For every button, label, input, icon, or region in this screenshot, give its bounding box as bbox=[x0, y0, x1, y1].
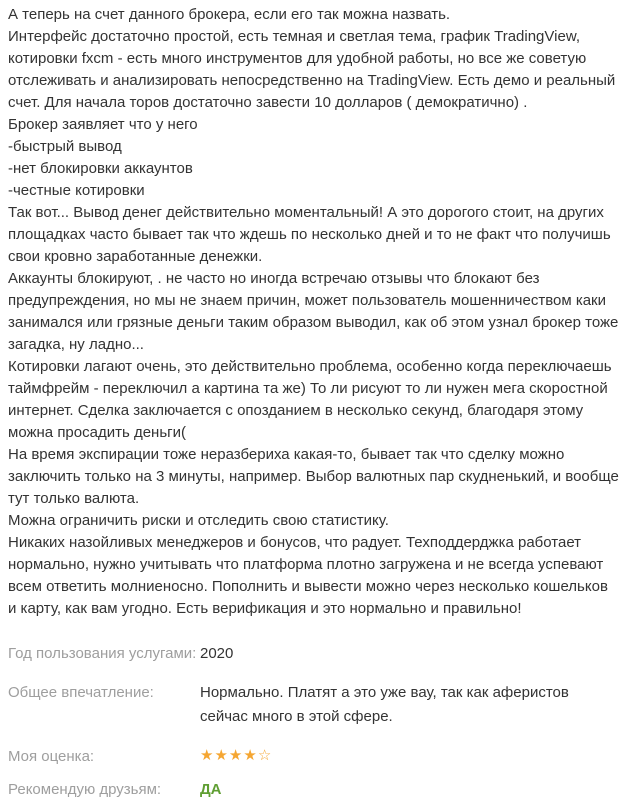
review-text-line: счет. Для начала торов достаточно завести 10 долларов ( демократично) . bbox=[8, 94, 528, 111]
review-text-line: -нет блокировки аккаунтов bbox=[8, 160, 193, 177]
star-rating bbox=[200, 744, 618, 768]
review-text-line: нормально, нужно учитывать что платформа плотно загружена и не всегда успевают bbox=[8, 556, 604, 573]
recommend-value: ДА bbox=[200, 781, 222, 798]
review-text-line: -честные котировки bbox=[8, 182, 145, 199]
review-text-line: всем ответить молниеносно. Пополнить и вывести можно через несколько кошельков bbox=[8, 578, 608, 595]
my-rating-label: Моя оценка: bbox=[8, 748, 95, 765]
review-text-line: Интерфейс достаточно простой, есть темная и светлая тема, график TradingView, bbox=[8, 28, 580, 45]
review-text-line: можна просадить деньги( bbox=[8, 424, 186, 441]
my-rating-row bbox=[8, 746, 618, 768]
review-text-line: Можна ограничить риски и отследить свою статистику. bbox=[8, 512, 389, 529]
review-text-line: -быстрый вывод bbox=[8, 138, 122, 155]
review-text-line: котировки fxcm - есть много инструментов для удобной работы, но все же советую bbox=[8, 50, 587, 67]
review-text-line: На время экспирации тоже неразбериха какая-то, бывает так что сделку можно bbox=[8, 446, 565, 463]
review-meta-section bbox=[0, 644, 626, 802]
review-text-line: свои кровно заработанные денежки. bbox=[8, 248, 263, 265]
review-text-line: площадках часто бывает так что ждешь по несколько дней и то не факт что получишь bbox=[8, 226, 611, 243]
review-text-line: Аккаунты блокируют, . не часто но иногда встречаю отзывы что блокают без bbox=[8, 270, 540, 287]
star-filled-icon: ★ bbox=[214, 747, 229, 764]
recommend-label: Рекомендую друзьям: bbox=[8, 781, 162, 798]
review-text-line: предупреждения, но мы не знаем причин, может пользователь мошенничеством каки bbox=[8, 292, 607, 309]
review-text-line: и карту, как вам угодно. Есть верификация и это нормально и правильно! bbox=[8, 600, 522, 617]
review-text-line: интернет. Сделка заключается с опозданием в несколько секунд, благодаря этому bbox=[8, 402, 584, 419]
overall-impression-row bbox=[8, 683, 618, 729]
overall-impression-label: Общее впечатление: bbox=[8, 684, 154, 701]
review-text-line: Котировки лагают очень, это действительно проблема, особенно когда переключаешь bbox=[8, 358, 612, 375]
overall-impression-value: Нормально. Платят а это уже вау, так как аферистов сейчас много в этой сфере. bbox=[200, 684, 569, 725]
review-text-line: Брокер заявляет что у него bbox=[8, 116, 198, 133]
star-empty-icon: ☆ bbox=[257, 747, 273, 764]
review-text-line: Никаких назойливых менеджеров и бонусов, что радует. Техподдерджка работает bbox=[8, 534, 582, 551]
usage-year-value: 2020 bbox=[200, 645, 234, 662]
review-text-line: отслеживать и анализировать непосредственно на TradingView. Есть демо и реальный bbox=[8, 72, 616, 89]
star-filled-icon: ★ bbox=[200, 747, 215, 764]
usage-year-label: Год пользования услугами: bbox=[8, 645, 197, 662]
review-text-line: Так вот... Вывод денег действительно моментальный! А это дорогого стоит, на других bbox=[8, 204, 604, 221]
review-text-line: тут только валюта. bbox=[8, 490, 140, 507]
review-text-line: А теперь на счет данного брокера, если его так можна назвать. bbox=[8, 6, 451, 23]
recommend-row bbox=[8, 780, 618, 802]
usage-year-row bbox=[8, 644, 618, 666]
review-text-line: занимался или грязные деньги таким образом выводил, как об этом узнал брокер тоже bbox=[8, 314, 619, 331]
review-text-line: заключить только на 3 минуты, например. Выбор валютных пар скудненький, и вообще bbox=[8, 468, 619, 485]
star-filled-icon: ★ bbox=[243, 747, 258, 764]
star-filled-icon: ★ bbox=[228, 747, 244, 764]
review-text-line: таймфрейм - переключил а картина та же) То ли рисуют то ли нужен мега скоростной bbox=[8, 380, 608, 397]
review-text-line: загадка, ну ладно... bbox=[8, 336, 144, 353]
